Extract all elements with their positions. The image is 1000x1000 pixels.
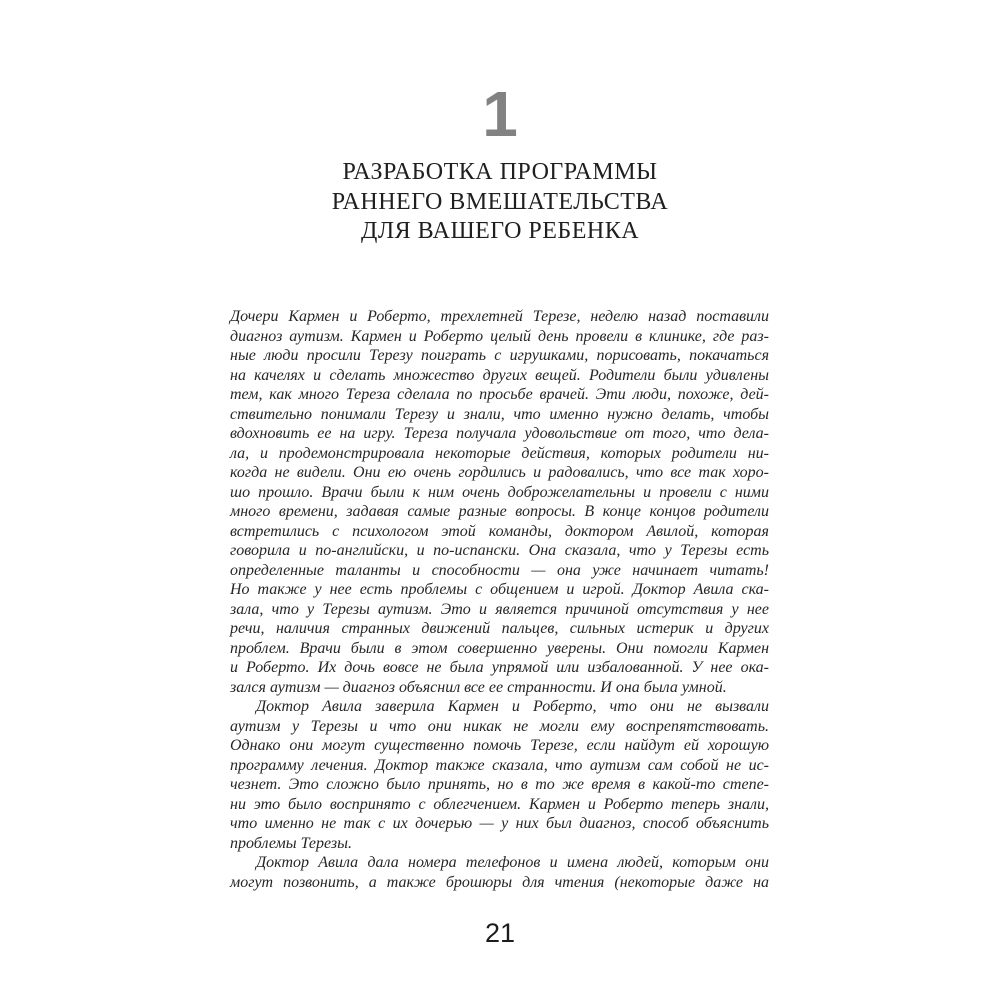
body-line: Доктор Авила дала номера телефонов и имена людей, которым они bbox=[256, 854, 769, 871]
chapter-title-line: ДЛЯ ВАШЕГО РЕБЕНКА bbox=[360, 218, 640, 244]
body-line: чезнет. Это сложно было принять, но в то же время в какой-то степе- bbox=[230, 776, 769, 793]
body-line: когда не видели. Они ею очень гордились и радовались, что все так хоро- bbox=[230, 464, 769, 481]
body-line: речи, наличия странных движений пальцев, сильных истерик и других bbox=[230, 620, 769, 637]
body-line: ные люди просили Терезу поиграть с игрушками, порисовать, покачаться bbox=[230, 347, 769, 364]
body-line: проблем. Врачи были в этом совершенно уверены. Они помогли Кармен bbox=[230, 639, 769, 657]
chapter-title bbox=[0, 158, 1000, 247]
body-line: определенные таланты и способности — она уже начинает читать! bbox=[230, 561, 769, 579]
body-text bbox=[230, 307, 769, 892]
body-line: вдохновить ее на игру. Тереза получала удовольствие от того, что дела- bbox=[230, 425, 769, 442]
chapter-title-line: РАЗРАБОТКА ПРОГРАММЫ bbox=[342, 159, 658, 185]
body-line: зала, что у Терезы аутизм. Это и является причиной отсутствия у нее bbox=[230, 600, 769, 618]
body-line: Но также у нее есть проблемы с общением и игрой. Доктор Авила ска- bbox=[230, 581, 769, 598]
body-line: ствительно понимали Терезу и знали, что именно нужно делать, чтобы bbox=[230, 405, 769, 423]
body-line: говорила и по-английски, и по-испански. Она сказала, что у Терезы есть bbox=[230, 542, 769, 559]
body-line: на качелях и сделать множество других вещей. Родители были удивлены bbox=[230, 366, 769, 384]
body-paragraph bbox=[230, 697, 769, 853]
body-line: могут позвонить, а также брошюры для чтения (некоторые даже на bbox=[230, 873, 769, 891]
body-line: Дочери Кармен и Роберто, трехлетней Терезе, неделю назад поставили bbox=[230, 308, 769, 325]
body-line: диагноз аутизм. Кармен и Роберто целый день провели в клинике, где раз- bbox=[230, 327, 769, 345]
chapter-title-line: РАННЕГО ВМЕШАТЕЛЬСТВА bbox=[331, 188, 669, 215]
body-line: программу лечения. Доктор также сказала, что аутизм сам собой не ис- bbox=[230, 756, 769, 774]
body-paragraph bbox=[230, 853, 769, 892]
body-line: тем, как много Тереза сделала по просьбе врачей. Эти люди, похоже, дей- bbox=[230, 386, 769, 403]
body-line: и Роберто. Их дочь вовсе не была упрямой или избалованной. У нее ока- bbox=[230, 659, 769, 676]
body-line: шо прошло. Врачи были к ним очень доброжелательны и провели с ними bbox=[230, 483, 769, 501]
body-line: зался аутизм — диагноз объяснил все ее странности. И она была умной. bbox=[230, 678, 727, 696]
body-line: что именно не так с их дочерью — у них был диагноз, способ объяснить bbox=[230, 815, 769, 832]
body-line: встретились с психологом этой команды, доктором Авилой, которая bbox=[230, 522, 769, 540]
page-number: 21 bbox=[484, 918, 516, 948]
body-line: ла, и продемонстрировала некоторые действия, которых родители ни- bbox=[230, 444, 769, 462]
body-line: проблемы Терезы. bbox=[230, 834, 352, 852]
body-paragraph bbox=[230, 307, 769, 697]
body-line: Однако они могут существенно помочь Терезе, если найдут ей хорошую bbox=[230, 737, 769, 754]
body-line: много времени, задавая самые разные вопросы. В конце концов родители bbox=[230, 503, 769, 520]
body-line: аутизм у Терезы и что они никак не могли ему воспрепятствовать. bbox=[230, 717, 769, 735]
body-line: Доктор Авила заверила Кармен и Роберто, что они не вызвали bbox=[256, 698, 769, 715]
chapter-number: 1 bbox=[482, 78, 518, 150]
body-line: ни это было воспринято с облегчением. Кармен и Роберто теперь знали, bbox=[230, 795, 769, 813]
